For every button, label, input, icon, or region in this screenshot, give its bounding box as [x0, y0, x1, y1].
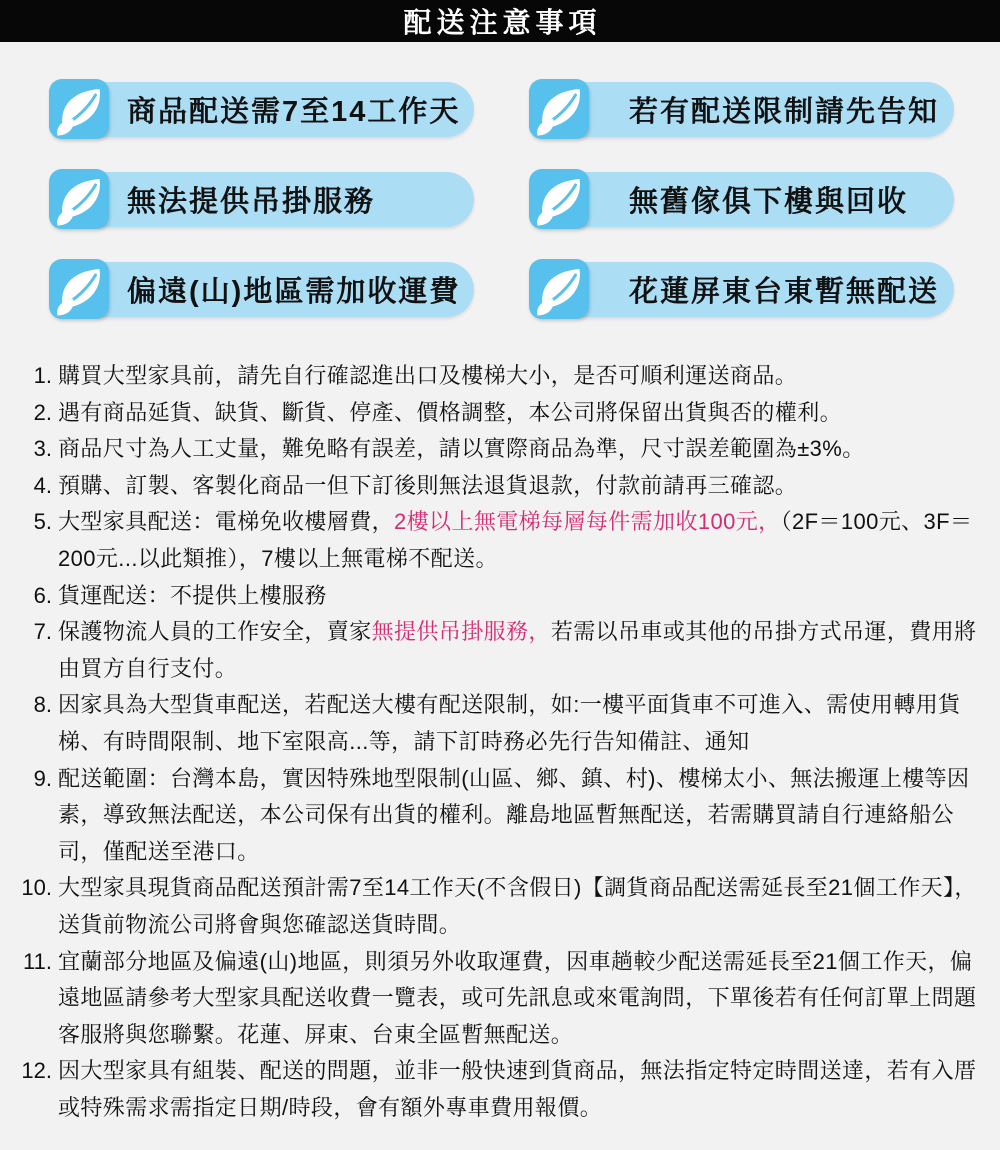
- note-item: [0, 687, 1000, 760]
- note-segment: 購買大型家具前，請先自行確認進出口及樓梯大小，是否可順利運送商品。: [58, 363, 798, 388]
- page-header: [0, 0, 1000, 42]
- note-item: [0, 761, 1000, 871]
- note-number: 9.: [33, 765, 52, 791]
- note-text: [58, 761, 988, 871]
- note-segment: 大型家具配送：電梯免收樓層費，: [58, 509, 395, 535]
- note-segment: 商品尺寸為人工丈量，難免略有誤差，請以實際商品為準，尺寸誤差範圍為±3%。: [58, 436, 865, 462]
- note-number: 1.: [33, 363, 52, 388]
- leaf-icon: [49, 169, 109, 229]
- note-segment: 保護物流人員的工作安全，賣家: [58, 619, 372, 645]
- note-text: [58, 395, 988, 432]
- badge-label: 商品配送需7至14工作天: [127, 95, 461, 128]
- note-item: [0, 578, 1000, 615]
- note-item: [0, 504, 1000, 577]
- badge-pill: [559, 262, 954, 317]
- note-number: 4.: [33, 472, 52, 498]
- leaf-icon: [529, 259, 589, 319]
- badge-label: 若有配送限制請先告知: [629, 95, 940, 128]
- note-item: [0, 468, 1000, 505]
- note-text: [58, 1053, 988, 1126]
- badge-pill: [79, 262, 474, 317]
- note-number: 7.: [33, 619, 52, 645]
- note-segment: 大型家具現貨商品配送預計需7至14工作天(不含假日)【調貨商品配送需延長至21個工作天】，送貨前物流公司將會與您確認送貨時間。: [58, 875, 977, 937]
- leaf-icon: [529, 79, 589, 139]
- delivery-badge: [529, 169, 954, 229]
- leaf-icon: [49, 79, 109, 139]
- note-number: 12.: [21, 1058, 52, 1084]
- note-segment: 遇有商品延貨、缺貨、斷貨、停產、價格調整，本公司將保留出貨與否的權利。: [58, 399, 843, 425]
- note-item: [0, 1053, 1000, 1126]
- note-text: [58, 468, 988, 505]
- note-segment: 預購、訂製、客製化商品一但下訂後則無法退貨退款，付款前請再三確認。: [58, 472, 798, 498]
- note-item: [0, 395, 1000, 432]
- badge-grid: [0, 42, 1000, 319]
- note-text: [58, 614, 988, 687]
- note-text: [58, 358, 988, 395]
- note-item: [0, 870, 1000, 943]
- page-title: 配送注意事項: [403, 7, 602, 38]
- note-text: [58, 578, 988, 615]
- badge-label: 偏遠(山)地區需加收運費: [127, 275, 461, 308]
- note-segment: （2F＝100元、3F＝200元...以此類推），7樓以上無電梯不配送。: [58, 509, 973, 571]
- note-segment: 宜蘭部分地區及偏遠(山)地區，則須另外收取運費，因車趟較少配送需延長至21個工作天，偏遠地區請參考大型家具配送收費一覽表，或可先訊息或來電詢問，下單後若有任何訂單上問題客服將與您聯繫。花蓮、屏東、台東全區暫無配送。: [58, 948, 977, 1047]
- badge-pill: [559, 172, 954, 227]
- note-number: 10.: [21, 875, 52, 901]
- badge-label: 無舊傢俱下樓與回收: [629, 185, 909, 218]
- note-number: 8.: [33, 692, 52, 718]
- note-number: 11.: [23, 948, 52, 974]
- note-number: 3.: [33, 436, 52, 462]
- delivery-badge: [49, 79, 474, 139]
- note-item: [0, 614, 1000, 687]
- note-segment: 若需以吊車或其他的吊掛方式吊運，費用將由買方自行支付。: [58, 619, 977, 681]
- note-text: [58, 944, 988, 1054]
- delivery-badge: [529, 259, 954, 319]
- note-segment: 因家具為大型貨車配送，若配送大樓有配送限制，如:一樓平面貨車不可進入、需使用轉用貨梯、有時間限制、地下室限高...等，請下訂時務必先行告知備註、通知: [58, 692, 961, 754]
- note-number: 5.: [33, 509, 52, 535]
- badge-pill: [79, 172, 474, 227]
- delivery-badge: [49, 259, 474, 319]
- note-number: 6.: [33, 582, 52, 608]
- delivery-badge: [529, 79, 954, 139]
- notes-list: [0, 319, 1000, 1126]
- note-text: [58, 431, 988, 468]
- note-number: 2.: [33, 399, 52, 425]
- note-item: [0, 431, 1000, 468]
- note-text: [58, 504, 988, 577]
- note-segment: 貨運配送：不提供上樓服務: [58, 582, 327, 608]
- note-item: [0, 358, 1000, 395]
- leaf-icon: [529, 169, 589, 229]
- badge-pill: [559, 82, 954, 137]
- leaf-icon: [49, 259, 109, 319]
- highlighted-text: 無提供吊掛服務，: [371, 619, 551, 645]
- badge-pill: [79, 82, 474, 137]
- note-text: [58, 687, 988, 760]
- badge-label: 花蓮屏東台東暫無配送: [629, 275, 940, 308]
- note-text: [58, 870, 988, 943]
- note-segment: 配送範圍：台灣本島，實因特殊地型限制(山區、鄉、鎮、村)、樓梯太小、無法搬運上樓等因素，導致無法配送，本公司保有出貨的權利。離島地區暫無配送，若需購買請自行連絡船公司，僅配送至港口。: [58, 765, 970, 864]
- note-segment: 因大型家具有組裝、配送的問題，並非一般快速到貨商品，無法指定特定時間送達，若有入厝或特殊需求需指定日期/時段，會有額外專車費用報價。: [58, 1058, 977, 1120]
- note-item: [0, 944, 1000, 1054]
- delivery-badge: [49, 169, 474, 229]
- highlighted-text: 2樓以上無電梯每層每件需加收100元，: [394, 509, 781, 535]
- badge-label: 無法提供吊掛服務: [127, 185, 376, 218]
